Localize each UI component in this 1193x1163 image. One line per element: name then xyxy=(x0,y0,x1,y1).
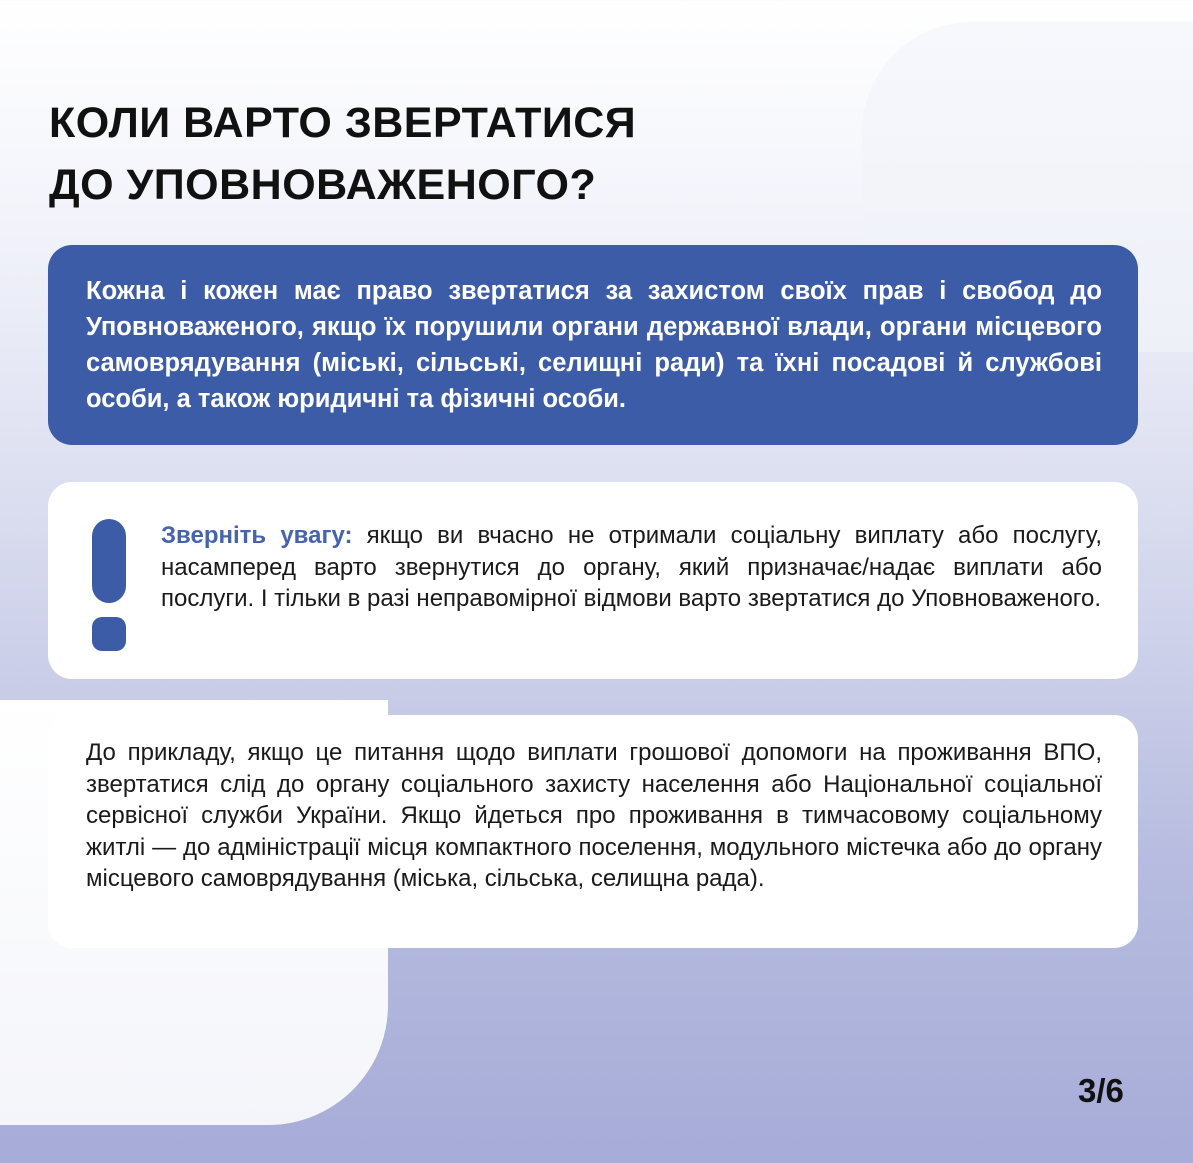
warning-body: якщо ви вчасно не отримали соціальну виплату або послугу, насамперед варто звернутися до органу, який призначає/надає виплати або послуги. І тільки в разі неправомірної відмови варто звертатися до Уповноваженого. xyxy=(161,522,1103,612)
exclamation-icon xyxy=(92,519,126,651)
example-card xyxy=(48,715,1138,948)
page-title xyxy=(49,92,636,216)
warning-text xyxy=(161,520,1102,615)
intro-card xyxy=(48,245,1138,445)
attention-label: Зверніть увагу: xyxy=(161,522,353,549)
example-text: До прикладу, якщо це питання щодо виплати грошової допомоги на проживання ВПО, звертатися слід до органу соціального захисту населення або Національної соціальної сервісної служби України. Якщо йдеться про проживання в тимчасовому соціальному житлі — до адміністрації місця компактного поселення, модульного містечка або до органу місцевого самоврядування (міська, сільська, селищна рада). xyxy=(86,739,1102,892)
page-title-line-1: КОЛИ ВАРТО ЗВЕРТАТИСЯ xyxy=(49,99,637,147)
page-title-line-2: ДО УПОВНОВАЖЕНОГО? xyxy=(49,161,597,209)
page-number: 3/6 xyxy=(1078,1072,1124,1109)
warning-card xyxy=(48,482,1138,679)
intro-text: Кожна і кожен має право звертатися за захистом своїх прав і свобод до Уповноваженого, якщо їх порушили органи державної влади, органи місцевого самоврядування (міські, сільські, селищні ради) та їхні посадові й службові особи, а також юридичні та фізичні особи. xyxy=(86,277,1102,413)
